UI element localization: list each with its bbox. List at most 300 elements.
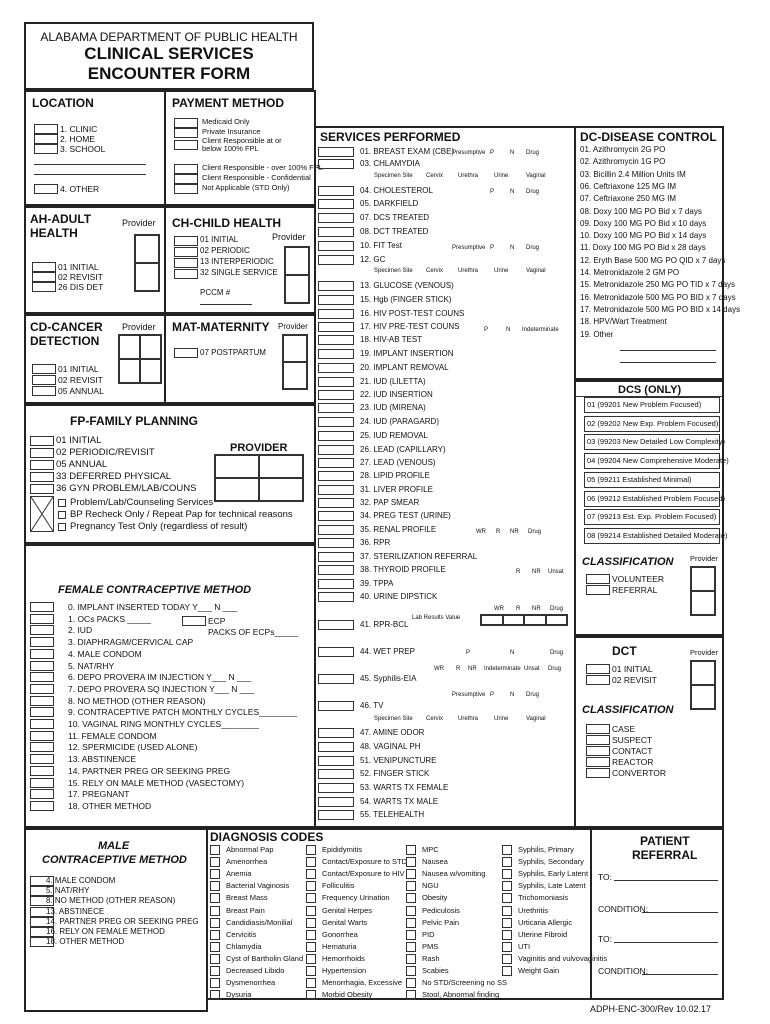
form-header xyxy=(24,22,314,90)
diagnosis-checkbox[interactable] xyxy=(210,845,220,855)
service-syphilis-drug: Drug xyxy=(548,666,562,672)
female-contraceptive-checkbox[interactable] xyxy=(30,672,54,682)
service-row[interactable] xyxy=(318,255,570,265)
service-label: 03. CHLAMYDIA xyxy=(360,159,421,168)
service-breast-drug: Drug xyxy=(526,150,540,156)
cancer-detection-provider-label: Provider xyxy=(122,322,156,332)
diagnosis-checkbox[interactable] xyxy=(502,906,512,916)
service-checkbox[interactable] xyxy=(318,756,354,766)
diagnosis-label: Chlamydia xyxy=(226,941,262,951)
service-row[interactable] xyxy=(318,728,570,738)
location-checkbox-home[interactable] xyxy=(34,134,58,144)
location-blank-line-2[interactable] xyxy=(34,174,146,175)
service-checkbox[interactable] xyxy=(318,322,354,332)
service-row[interactable] xyxy=(318,431,570,441)
payment-title: PAYMENT METHOD xyxy=(172,96,285,110)
diagnosis-checkbox[interactable] xyxy=(306,845,316,855)
family-planning-sub-label-problem: Problem/Lab/Counseling Services xyxy=(70,497,214,508)
disease-control-other-line-1[interactable] xyxy=(620,350,716,351)
service-chlamydia-vaginal: Vaginal xyxy=(526,173,546,179)
diagnosis-checkbox[interactable] xyxy=(406,881,416,891)
service-row[interactable] xyxy=(318,538,570,548)
service-checkbox[interactable] xyxy=(318,728,354,738)
service-checkbox[interactable] xyxy=(318,565,354,575)
service-label: 16. HIV POST-TEST COUNS xyxy=(360,309,465,318)
location-blank-line-1[interactable] xyxy=(34,164,146,165)
dct-label-case: CASE xyxy=(612,724,636,734)
female-contraceptive-checkbox[interactable] xyxy=(30,661,54,671)
service-row[interactable] xyxy=(318,309,570,319)
service-row[interactable] xyxy=(318,552,570,562)
service-checkbox[interactable] xyxy=(318,147,354,157)
disease-control-item: 12. Eryth Base 500 MG PO QID x 7 days xyxy=(580,255,726,265)
service-checkbox[interactable] xyxy=(318,295,354,305)
diagnosis-label: Hematuria xyxy=(322,941,357,951)
service-rprbcl-wr: WR xyxy=(494,606,504,612)
maternity-checkbox-postpartum[interactable] xyxy=(174,348,198,358)
diagnosis-checkbox[interactable] xyxy=(210,893,220,903)
child-health-provider-grid[interactable] xyxy=(284,246,310,304)
adult-health-checkbox-initial[interactable] xyxy=(32,262,56,272)
dct-checkbox-case[interactable] xyxy=(586,724,610,734)
female-contraceptive-checkbox[interactable] xyxy=(30,684,54,694)
service-label: 21. IUD (LILETTA) xyxy=(360,377,426,386)
dct-checkbox-reactor[interactable] xyxy=(586,757,610,767)
service-fit-n: N xyxy=(510,245,515,251)
diagnosis-checkbox[interactable] xyxy=(502,954,512,964)
service-checkbox[interactable] xyxy=(318,742,354,752)
service-checkbox[interactable] xyxy=(318,538,354,548)
service-row[interactable] xyxy=(318,756,570,766)
diagnosis-checkbox[interactable] xyxy=(406,906,416,916)
diagnosis-label: Uterine Fibroid xyxy=(518,929,568,939)
service-checkbox[interactable] xyxy=(318,349,354,359)
payment-checkbox-client-100[interactable] xyxy=(174,140,198,150)
cancer-detection-checkbox-revisit[interactable] xyxy=(32,375,56,385)
dct-checkbox-contact[interactable] xyxy=(586,746,610,756)
service-row[interactable] xyxy=(318,227,570,237)
female-contraceptive-label: 3. DIAPHRAGM/CERVICAL CAP xyxy=(68,637,194,648)
female-contraceptive-checkbox[interactable] xyxy=(30,602,54,612)
service-checkbox[interactable] xyxy=(318,810,354,820)
dcs-item[interactable]: 06 (99212 Established Problem Focused) xyxy=(584,491,720,507)
maternity-provider-grid[interactable] xyxy=(282,334,308,390)
service-checkbox[interactable] xyxy=(318,335,354,345)
diagnosis-checkbox[interactable] xyxy=(502,881,512,891)
referral-condition-field-2[interactable] xyxy=(642,974,718,975)
diagnosis-checkbox[interactable] xyxy=(306,978,316,988)
service-row[interactable] xyxy=(318,498,570,508)
service-label: 54. WARTS TX MALE xyxy=(360,797,439,806)
cross-icon xyxy=(31,497,53,531)
disease-control-item: 09. Doxy 100 MG PO Bid x 10 days xyxy=(580,218,707,228)
diagnosis-checkbox[interactable] xyxy=(306,857,316,867)
diagnosis-checkbox[interactable] xyxy=(210,857,220,867)
service-row[interactable] xyxy=(318,810,570,820)
female-contraceptive-checkbox[interactable] xyxy=(30,637,54,647)
dcs-checkbox-volunteer[interactable] xyxy=(586,574,610,584)
dcs-item[interactable]: 03 (99203 New Detailed Low Complexity) xyxy=(584,434,720,450)
diagnosis-checkbox[interactable] xyxy=(406,942,416,952)
female-contraceptive-label: 9. CONTRACEPTIVE PATCH MONTHLY CYCLES________ xyxy=(68,707,297,718)
service-hiv-p: P xyxy=(484,327,489,333)
family-planning-label-deferred: 33 DEFERRED PHYSICAL xyxy=(56,471,172,482)
dcs-item[interactable]: 02 (99202 New Exp. Problem Focused) xyxy=(584,416,720,432)
dct-label-convertor: CONVERTOR xyxy=(612,768,667,778)
department-name: ALABAMA DEPARTMENT OF PUBLIC HEALTH xyxy=(40,30,298,44)
location-label-clinic: 1. CLINIC xyxy=(60,124,98,134)
service-checkbox[interactable] xyxy=(318,485,354,495)
female-contraceptive-ecp-checkbox[interactable] xyxy=(182,616,206,626)
female-contraceptive-title: FEMALE CONTRACEPTIVE METHOD xyxy=(58,584,252,596)
disease-control-item: 11. Doxy 100 MG PO Bid x 28 days xyxy=(580,243,706,253)
service-checkbox[interactable] xyxy=(318,417,354,427)
female-contraceptive-checkbox[interactable] xyxy=(30,696,54,706)
diagnosis-checkbox[interactable] xyxy=(406,857,416,867)
diagnosis-checkbox[interactable] xyxy=(306,966,316,976)
diagnosis-checkbox[interactable] xyxy=(210,881,220,891)
diagnosis-label: NGU xyxy=(422,881,439,891)
child-health-checkbox-initial[interactable] xyxy=(174,236,198,246)
dcs-title: DCS (ONLY) xyxy=(618,384,682,396)
cancer-detection-title: CD-CANCER DETECTION xyxy=(30,320,103,348)
service-row[interactable] xyxy=(318,363,570,373)
referral-to-field-2[interactable] xyxy=(614,942,718,943)
service-checkbox[interactable] xyxy=(318,552,354,562)
service-renal-wr: WR xyxy=(476,529,486,535)
dcs-provider-grid[interactable] xyxy=(690,566,716,616)
service-thyroid-r: R xyxy=(516,569,521,575)
adult-health-checkbox-dis-det[interactable] xyxy=(32,282,56,292)
diagnosis-title: DIAGNOSIS CODES xyxy=(210,830,324,844)
service-row[interactable] xyxy=(318,783,570,793)
diagnosis-checkbox[interactable] xyxy=(210,978,220,988)
female-contraceptive-checkbox[interactable] xyxy=(30,614,54,624)
diagnosis-label: Trichomoniasis xyxy=(518,893,569,903)
diagnosis-checkbox[interactable] xyxy=(406,845,416,855)
location-checkbox-clinic[interactable] xyxy=(34,124,58,134)
diagnosis-label: Genital Herpes xyxy=(322,905,373,915)
diagnosis-label: Syphilis, Early Latent xyxy=(518,869,589,879)
cancer-detection-provider-grid[interactable] xyxy=(118,334,162,384)
service-label: 17. HIV PRE-TEST COUNS xyxy=(360,322,460,331)
female-contraceptive-label: 0. IMPLANT INSERTED TODAY Y___ N ___ xyxy=(68,602,237,612)
referral-condition-field-1[interactable] xyxy=(642,912,718,913)
diagnosis-label: No STD/Screening no SS xyxy=(422,978,508,988)
service-row[interactable] xyxy=(318,281,570,291)
service-syphilis-unsat: Unsat xyxy=(524,666,540,672)
dcs-item[interactable]: 01 (99201 New Problem Focused) xyxy=(584,397,720,413)
diagnosis-checkbox[interactable] xyxy=(210,954,220,964)
diagnosis-checkbox[interactable] xyxy=(210,906,220,916)
family-planning-sub-checkbox-pregnancy[interactable] xyxy=(58,523,66,531)
referral-to-label-2: TO: xyxy=(598,934,613,944)
female-contraceptive-checkbox[interactable] xyxy=(30,801,54,811)
service-checkbox[interactable] xyxy=(318,199,354,209)
service-checkbox[interactable] xyxy=(318,255,354,265)
cancer-detection-checkbox-initial[interactable] xyxy=(32,364,56,374)
diagnosis-checkbox[interactable] xyxy=(502,845,512,855)
service-checkbox[interactable] xyxy=(318,227,354,237)
service-row[interactable] xyxy=(318,458,570,468)
service-label: 44. WET PREP xyxy=(360,647,415,656)
service-checkbox[interactable] xyxy=(318,647,354,657)
service-row[interactable] xyxy=(318,579,570,589)
service-tv-presumptive: Presumptive xyxy=(452,692,486,698)
service-row[interactable] xyxy=(318,349,570,359)
service-row[interactable] xyxy=(318,485,570,495)
service-checkbox[interactable] xyxy=(318,377,354,387)
female-contraceptive-checkbox[interactable] xyxy=(30,766,54,776)
service-chlamydia-specimen: Specimen Site xyxy=(374,173,413,179)
family-planning-provider-label: PROVIDER xyxy=(230,442,288,454)
female-contraceptive-checkbox[interactable] xyxy=(30,778,54,788)
service-checkbox[interactable] xyxy=(318,309,354,319)
service-row[interactable] xyxy=(318,417,570,427)
female-contraceptive-section xyxy=(24,544,316,828)
diagnosis-checkbox[interactable] xyxy=(306,954,316,964)
cancer-detection-checkbox-annual[interactable] xyxy=(32,386,56,396)
diagnosis-checkbox[interactable] xyxy=(210,930,220,940)
service-checkbox[interactable] xyxy=(318,592,354,602)
diagnosis-checkbox[interactable] xyxy=(210,990,220,1000)
diagnosis-checkbox[interactable] xyxy=(306,881,316,891)
dct-label-initial: 01 INITIAL xyxy=(612,664,653,674)
child-health-checkbox-periodic[interactable] xyxy=(174,247,198,257)
female-contraceptive-checkbox[interactable] xyxy=(30,754,54,764)
payment-checkbox-private[interactable] xyxy=(174,128,198,138)
service-row[interactable] xyxy=(318,390,570,400)
service-checkbox[interactable] xyxy=(318,458,354,468)
service-checkbox[interactable] xyxy=(318,674,354,684)
disease-control-item: 03. Bicillin 2.4 Million Units IM xyxy=(580,169,686,179)
diagnosis-label: Stool, Abnormal finding xyxy=(422,990,500,1000)
family-planning-provider-grid[interactable] xyxy=(214,454,304,502)
service-row[interactable] xyxy=(318,159,570,169)
location-checkbox-school[interactable] xyxy=(34,144,58,154)
service-row[interactable] xyxy=(318,445,570,455)
service-checkbox[interactable] xyxy=(318,363,354,373)
location-checkbox-other[interactable] xyxy=(34,184,58,194)
service-checkbox[interactable] xyxy=(318,241,354,251)
service-gc-specimen: Specimen Site xyxy=(374,268,413,274)
family-planning-gyn-cross-box xyxy=(30,496,54,532)
dct-checkbox-suspect[interactable] xyxy=(586,735,610,745)
dcs-checkbox-referral[interactable] xyxy=(586,585,610,595)
service-checkbox[interactable] xyxy=(318,390,354,400)
diagnosis-checkbox[interactable] xyxy=(502,857,512,867)
diagnosis-checkbox[interactable] xyxy=(306,930,316,940)
diagnosis-checkbox[interactable] xyxy=(502,869,512,879)
diagnosis-checkbox[interactable] xyxy=(210,918,220,928)
service-checkbox[interactable] xyxy=(318,186,354,196)
service-checkbox[interactable] xyxy=(318,525,354,535)
dct-section xyxy=(574,636,724,828)
diagnosis-label: Cyst of Bartholin Gland xyxy=(226,953,304,963)
referral-to-field-1[interactable] xyxy=(614,880,718,881)
payment-checkbox-confidential[interactable] xyxy=(174,174,198,184)
male-contraceptive-label: 8. NO METHOD (OTHER REASON) xyxy=(46,896,176,906)
diagnosis-checkbox[interactable] xyxy=(502,966,512,976)
service-checkbox[interactable] xyxy=(318,213,354,223)
payment-checkbox-medicaid[interactable] xyxy=(174,118,198,128)
service-renal-drug: Drug xyxy=(528,529,542,535)
female-contraceptive-label: 18. OTHER METHOD xyxy=(68,800,152,811)
dct-checkbox-revisit[interactable] xyxy=(586,675,610,685)
family-planning-checkbox-initial[interactable] xyxy=(30,436,54,446)
diagnosis-checkbox[interactable] xyxy=(306,918,316,928)
diagnosis-checkbox[interactable] xyxy=(406,966,416,976)
patient-referral-section xyxy=(590,828,724,1000)
adult-health-provider-grid[interactable] xyxy=(134,234,160,292)
family-planning-checkbox-annual[interactable] xyxy=(30,460,54,470)
service-tv-vaginal: Vaginal xyxy=(526,716,546,722)
female-contraceptive-packs-ecp-label: PACKS OF ECPs_____ xyxy=(208,627,299,637)
diagnosis-checkbox[interactable] xyxy=(406,978,416,988)
location-title: LOCATION xyxy=(32,96,94,110)
service-checkbox[interactable] xyxy=(318,511,354,521)
child-health-title: CH-CHILD HEALTH xyxy=(172,216,282,230)
female-contraceptive-checkbox[interactable] xyxy=(30,731,54,741)
diagnosis-checkbox[interactable] xyxy=(406,893,416,903)
service-rprbcl-lab-results: Lab Results Value xyxy=(412,615,461,621)
service-row[interactable] xyxy=(318,377,570,387)
service-label: 01. BREAST EXAM (CBE) xyxy=(360,147,455,156)
service-label: 05. DARKFIELD xyxy=(360,199,419,208)
dcs-item[interactable]: 07 (99213 Est. Exp. Problem Focused) xyxy=(584,509,720,525)
family-planning-checkbox-periodic[interactable] xyxy=(30,448,54,458)
child-health-pccm-field[interactable] xyxy=(200,304,252,305)
diagnosis-checkbox[interactable] xyxy=(502,918,512,928)
diagnosis-label: Contact/Exposure to STD xyxy=(322,857,408,867)
diagnosis-checkbox[interactable] xyxy=(306,893,316,903)
diagnosis-checkbox[interactable] xyxy=(406,954,416,964)
female-contraceptive-checkbox[interactable] xyxy=(30,649,54,659)
female-contraceptive-label: 11. FEMALE CONDOM xyxy=(68,730,157,741)
payment-checkbox-not-applicable[interactable] xyxy=(174,184,198,194)
service-row[interactable] xyxy=(318,742,570,752)
service-row[interactable] xyxy=(318,674,570,684)
dcs-item[interactable]: 05 (99211 Established Minimal) xyxy=(584,472,720,488)
service-checkbox[interactable] xyxy=(318,431,354,441)
dct-checkbox-convertor[interactable] xyxy=(586,768,610,778)
service-checkbox[interactable] xyxy=(318,769,354,779)
service-label: 20. IMPLANT REMOVAL xyxy=(360,363,449,372)
child-health-checkbox-single-service[interactable] xyxy=(174,269,198,279)
diagnosis-checkbox[interactable] xyxy=(406,990,416,1000)
service-row[interactable] xyxy=(318,403,570,413)
dcs-item[interactable]: 08 (99214 Established Detailed Moderate) xyxy=(584,528,720,544)
dct-provider-grid[interactable] xyxy=(690,660,716,710)
family-planning-sub-checkbox-problem[interactable] xyxy=(58,499,66,507)
female-contraceptive-checkbox[interactable] xyxy=(30,707,54,717)
family-planning-sub-checkbox-bp-recheck[interactable] xyxy=(58,511,66,519)
service-row[interactable] xyxy=(318,701,570,711)
diagnosis-checkbox[interactable] xyxy=(306,906,316,916)
service-checkbox[interactable] xyxy=(318,783,354,793)
service-row[interactable] xyxy=(318,335,570,345)
service-tv-specimen: Specimen Site xyxy=(374,716,413,722)
service-checkbox[interactable] xyxy=(318,445,354,455)
diagnosis-checkbox[interactable] xyxy=(210,869,220,879)
service-label: 25. IUD REMOVAL xyxy=(360,431,428,440)
diagnosis-checkbox[interactable] xyxy=(502,893,512,903)
diagnosis-label: Cervicitis xyxy=(226,929,257,939)
child-health-provider-label: Provider xyxy=(272,232,306,242)
diagnosis-label: Morbid Obesity xyxy=(322,990,373,1000)
service-row[interactable] xyxy=(318,647,570,657)
service-row[interactable] xyxy=(318,769,570,779)
disease-control-other-line-2[interactable] xyxy=(620,362,716,363)
diagnosis-label: Pediculosis xyxy=(422,905,460,915)
service-cholesterol-drug: Drug xyxy=(526,189,540,195)
service-checkbox[interactable] xyxy=(318,159,354,169)
child-health-checkbox-interperiodic[interactable] xyxy=(174,258,198,268)
diagnosis-checkbox[interactable] xyxy=(306,942,316,952)
female-contraceptive-checkbox[interactable] xyxy=(30,625,54,635)
female-contraceptive-checkbox[interactable] xyxy=(30,742,54,752)
service-chlamydia-urethra: Urethra xyxy=(458,173,479,179)
adult-health-checkbox-revisit[interactable] xyxy=(32,272,56,282)
family-planning-checkbox-deferred[interactable] xyxy=(30,472,54,482)
service-row[interactable] xyxy=(318,511,570,521)
female-contraceptive-checkbox[interactable] xyxy=(30,719,54,729)
diagnosis-checkbox[interactable] xyxy=(406,869,416,879)
diagnosis-checkbox[interactable] xyxy=(406,918,416,928)
dcs-item[interactable]: 04 (99204 New Comprehensive Moderate) xyxy=(584,453,720,469)
family-planning-checkbox-gyn[interactable] xyxy=(30,484,54,494)
service-rprbcl-drug: Drug xyxy=(550,606,564,612)
service-checkbox[interactable] xyxy=(318,579,354,589)
diagnosis-checkbox[interactable] xyxy=(406,930,416,940)
female-contraceptive-label: 13. ABSTINENCE xyxy=(68,754,137,765)
service-chlamydia-cervix: Cervix xyxy=(426,173,444,179)
service-checkbox[interactable] xyxy=(318,403,354,413)
service-checkbox[interactable] xyxy=(318,797,354,807)
service-row[interactable] xyxy=(318,213,570,223)
service-checkbox[interactable] xyxy=(318,701,354,711)
service-checkbox[interactable] xyxy=(318,498,354,508)
diagnosis-checkbox[interactable] xyxy=(306,869,316,879)
diagnosis-checkbox[interactable] xyxy=(210,966,220,976)
service-row[interactable] xyxy=(318,295,570,305)
female-contraceptive-checkbox[interactable] xyxy=(30,789,54,799)
service-checkbox[interactable] xyxy=(318,471,354,481)
service-row[interactable] xyxy=(318,199,570,209)
location-section xyxy=(24,90,166,206)
service-rprbcl-result-grid[interactable] xyxy=(480,614,568,626)
diagnosis-checkbox[interactable] xyxy=(306,990,316,1000)
service-checkbox[interactable] xyxy=(318,281,354,291)
female-contraceptive-label: 8. NO METHOD (OTHER REASON) xyxy=(68,695,206,706)
diagnosis-checkbox[interactable] xyxy=(502,942,512,952)
service-row[interactable] xyxy=(318,797,570,807)
service-row[interactable] xyxy=(318,592,570,602)
service-tv-urethra: Urethra xyxy=(458,716,479,722)
service-label: 36. RPR xyxy=(360,538,391,547)
service-label: 34. PREG TEST (URINE) xyxy=(360,511,451,520)
dct-checkbox-initial[interactable] xyxy=(586,664,610,674)
diagnosis-checkbox[interactable] xyxy=(502,930,512,940)
diagnosis-checkbox[interactable] xyxy=(210,942,220,952)
service-label: 31. LIVER PROFILE xyxy=(360,485,433,494)
service-checkbox[interactable] xyxy=(318,620,354,630)
disease-control-item: 18. HPV/Wart Treatment xyxy=(580,317,667,327)
service-breast-n: N xyxy=(510,150,515,156)
payment-checkbox-client-over[interactable] xyxy=(174,164,198,174)
service-row[interactable] xyxy=(318,471,570,481)
service-renal-nr: NR xyxy=(510,529,519,535)
